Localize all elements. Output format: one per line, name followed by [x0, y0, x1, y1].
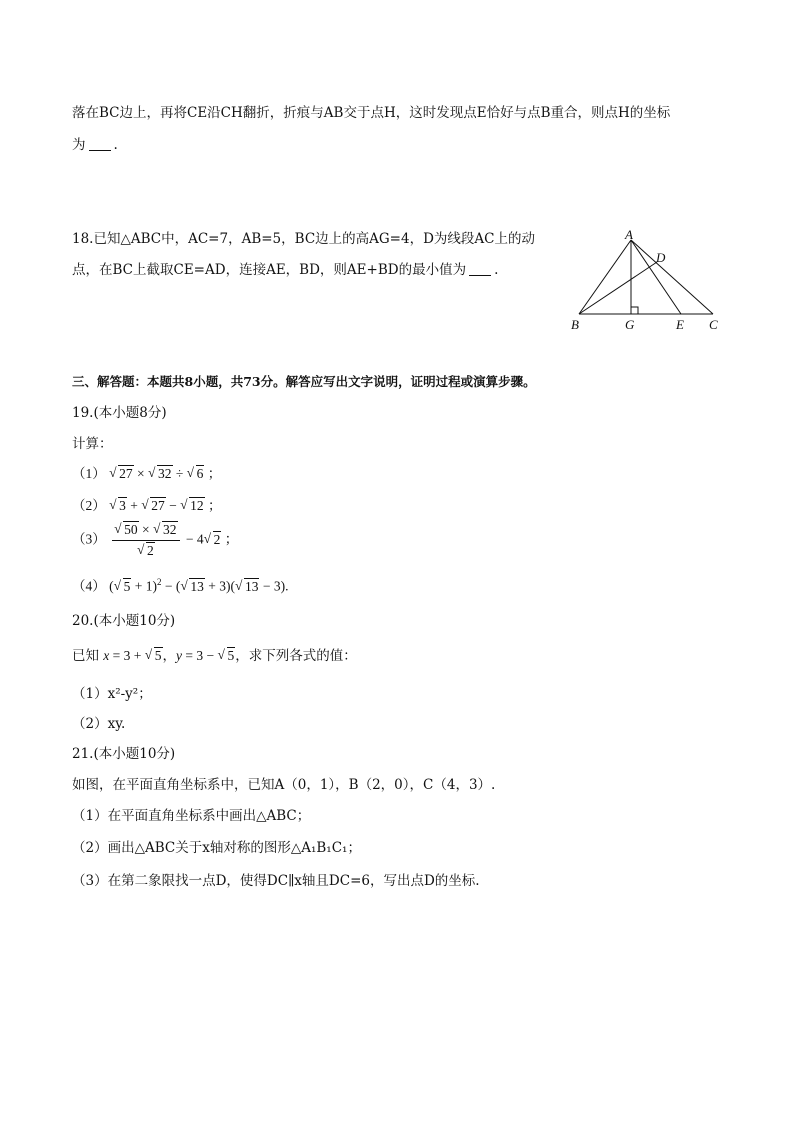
q17-text-2: 为 — [72, 137, 86, 153]
item-label: （2） — [72, 498, 106, 513]
item-label: （1） — [72, 466, 106, 481]
segment-ac — [631, 240, 713, 314]
q20-item-1: （1）x²-y²； — [72, 686, 152, 702]
item-tail: ； — [208, 498, 222, 513]
q18-text-2-end: . — [494, 262, 499, 278]
q19-item-1: （1） √ 27 × √ 32 ÷ √ 6 ； — [72, 464, 221, 484]
segment-ab — [579, 240, 631, 314]
q19-title: 19.(本小题8分) — [72, 405, 167, 421]
item-label: （4） — [72, 578, 106, 594]
answer-blank — [469, 262, 491, 276]
item-tail: ； — [207, 466, 222, 481]
triangle-figure — [565, 228, 730, 338]
label-g: G — [625, 317, 635, 332]
q20-intro-prefix: 已知 — [72, 648, 99, 664]
q20-title: 20.(本小题10分) — [72, 613, 176, 629]
q21-item-3: （3）在第二象限找一点D，使得DC∥x轴且DC=6，写出点D的坐标. — [72, 873, 480, 889]
item-label: （3） — [72, 531, 106, 547]
q21-title: 21.(本小题10分) — [72, 746, 176, 762]
label-a: A — [625, 228, 633, 242]
q18-text-2: 点，在BC上截取CE=AD，连接AE，BD，则AE+BD的最小值为 — [72, 262, 467, 278]
q17-line-2 — [72, 135, 118, 155]
q21-item-2: （2）画出△ABC关于x轴对称的图形△A₁B₁C₁； — [72, 840, 361, 856]
label-c: C — [709, 317, 718, 332]
q19-item-3: （3） √ 50 × √ 32 √ 2 − 4√ 2 ； — [72, 521, 238, 560]
q21-item-1: （1）在平面直角坐标系中画出△ABC； — [72, 808, 311, 824]
q19-item-2: （2） √ 3 + √ 27 − √ 12 ； — [72, 496, 222, 516]
item-tail: . — [285, 578, 289, 594]
q20-intro-suffix: ，求下列各式的值： — [235, 648, 357, 664]
answer-blank — [89, 137, 111, 151]
q19-item-4: （4） (√ 5 + 1)$^2$ − (√ 13 + 3)(√ 13 − 3). — [72, 572, 288, 597]
q17-line-1 — [72, 103, 670, 123]
q18-line-1 — [72, 229, 535, 249]
label-e: E — [676, 317, 684, 332]
fraction: √ 50 × √ 32 √ 2 — [112, 521, 179, 560]
q21-intro: 如图，在平面直角坐标系中，已知A（0，1），B（2，0），C（4，3）. — [72, 777, 496, 793]
label-b: B — [571, 317, 579, 332]
q20-item-2: （2）xy. — [72, 716, 126, 732]
q18-text-1: 18.已知△ABC中，AC=7，AB=5，BC边上的高AG=4，D为线段AC上的动 — [72, 231, 535, 247]
item-tail: ； — [224, 531, 239, 547]
q17-text-1: 落在BC边上，再将CE沿CH翻折，折痕与AB交于点H，这时发现点E恰好与点B重合，则点H的坐标 — [72, 105, 671, 121]
segment-bd — [579, 262, 657, 314]
right-angle-mark — [631, 307, 638, 314]
section-heading: 三、解答题：本题共8小题，共73分。解答应写出文字说明，证明过程或演算步骤。 — [72, 374, 536, 389]
q17-text-2-end: . — [113, 137, 118, 153]
q18-line-2 — [72, 260, 498, 280]
label-d: D — [656, 250, 666, 265]
q19-intro: 计算： — [72, 436, 113, 452]
q20-intro: 已知 x = 3 + √ 5，y = 3 − √ 5，求下列各式的值： — [72, 646, 357, 666]
